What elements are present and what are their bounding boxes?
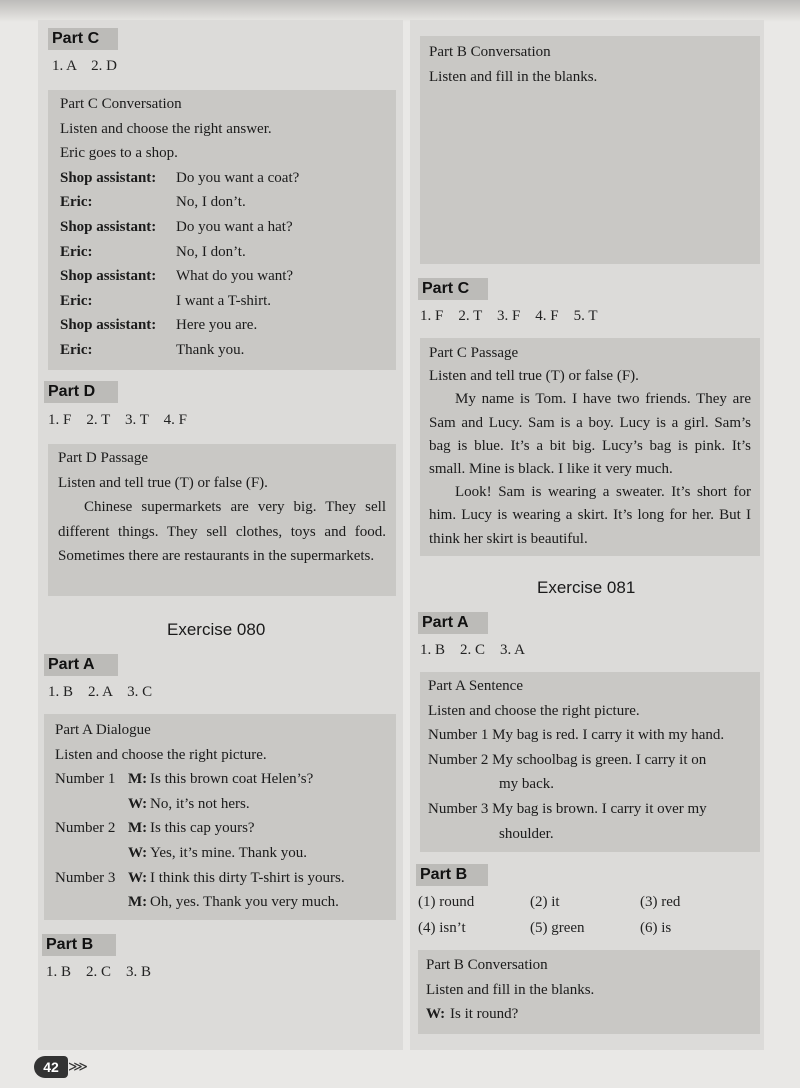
speaker: M:	[128, 771, 148, 788]
exercise-080-title: Exercise 080	[167, 620, 266, 639]
sentence-line: shoulder.	[499, 825, 554, 842]
utterance: Here you are.	[176, 317, 258, 334]
part-c-passage-box	[420, 338, 760, 556]
speaker: Eric:	[60, 292, 93, 309]
fill-answer: (6) is	[640, 920, 672, 936]
part-d-answers: 1. F 2. T 3. T 4. F	[48, 412, 187, 428]
page-number-ornament-icon: ⋙	[68, 1059, 88, 1075]
box-title: Part C Conversation	[60, 96, 182, 112]
dialogue-line	[60, 240, 396, 265]
number-label: Number 1	[55, 771, 116, 788]
part-d-header: Part D	[44, 381, 118, 403]
page-top-edge	[0, 0, 800, 22]
dialogue-line	[55, 841, 396, 866]
speaker: Shop assistant:	[60, 169, 157, 186]
dialogue-line	[429, 138, 760, 163]
number-label: Number 3	[55, 869, 116, 886]
part-a-header: Part A	[44, 654, 118, 676]
speaker: W:	[128, 869, 148, 886]
speaker: Shop assistant:	[60, 218, 157, 235]
utterance: No, it’s not hers.	[150, 795, 250, 812]
exercise-081-title: Exercise 081	[537, 578, 636, 597]
dialogue-line	[55, 816, 396, 841]
box-instruction: Listen and choose the right picture.	[55, 746, 267, 763]
utterance: What do you want?	[176, 268, 294, 285]
box-instruction: Listen and choose the right picture.	[428, 702, 640, 719]
dialogue-line	[429, 114, 760, 139]
page-number: 42	[34, 1056, 68, 1078]
dialogue-line	[429, 163, 760, 188]
part-a-sentence-box	[420, 672, 760, 852]
dialogue-line	[60, 166, 396, 191]
utterance: Do you want a hat?	[176, 218, 293, 235]
speaker: M:	[128, 820, 148, 837]
dialogue-line	[60, 215, 396, 240]
dialogue-line	[429, 188, 760, 213]
speaker: Eric:	[60, 243, 93, 260]
box-instruction: Listen and choose the right answer.	[60, 120, 272, 137]
fill-answer: (2) it	[530, 894, 560, 910]
utterance: No, I don’t.	[176, 243, 246, 260]
fill-answer: (1) round	[418, 894, 475, 910]
speaker: W:	[426, 1006, 446, 1023]
part-a-dialogue-box	[44, 714, 396, 920]
dialogue-line	[426, 1002, 760, 1027]
dialogue-line	[429, 89, 760, 114]
utterance: Yes, it’s mine. Thank you.	[150, 844, 307, 861]
part-a-answers-right: 1. B 2. C 3. A	[420, 642, 526, 658]
speaker: Eric:	[60, 341, 93, 358]
dialogue-line	[429, 237, 760, 262]
box-instruction: Listen and tell true (T) or false (F).	[58, 474, 268, 491]
fill-answer: (3) red	[640, 894, 681, 910]
part-c-header-right: Part C	[418, 278, 488, 300]
part-a-header-right: Part A	[418, 612, 488, 634]
passage-text: Chinese supermarkets are very big. They sell different things. They sell clothes, toys and food. Sometimes there are restaurants in the supermarkets.	[58, 499, 386, 565]
part-b-header-right: Part B	[416, 864, 488, 886]
number-label: Number 2	[55, 820, 116, 837]
part-d-passage-box	[48, 444, 396, 596]
box-intro: Eric goes to a shop.	[60, 145, 178, 162]
utterance: No, I don’t.	[176, 194, 246, 211]
dialogue-line	[60, 289, 396, 314]
speaker: M:	[128, 894, 148, 911]
sentence-line: my back.	[499, 776, 554, 793]
box-title: Part A Sentence	[428, 678, 523, 694]
dialogue-line	[60, 190, 396, 215]
passage-paragraph: Look! Sam is wearing a sweater. It’s short for him. Lucy is wearing a skirt. It’s long for her. But I think her skirt is beautiful.	[429, 484, 751, 547]
part-b-fill-box	[418, 950, 760, 1034]
part-c-answers: 1. A 2. D	[52, 58, 118, 74]
dialogue-line	[55, 792, 396, 817]
speaker: W:	[128, 795, 148, 812]
sentence-line: Number 2 My schoolbag is green. I carry it on	[428, 751, 707, 768]
speaker: Shop assistant:	[60, 317, 157, 334]
box-title: Part B Conversation	[426, 957, 548, 973]
utterance: Is this cap yours?	[150, 820, 255, 837]
sentence-line: Number 1 My bag is red. I carry it with my hand.	[428, 727, 725, 744]
utterance: Is it round?	[450, 1006, 519, 1023]
part-b-header: Part B	[42, 934, 116, 956]
part-a-answers: 1. B 2. A 3. C	[48, 684, 153, 700]
utterance: Is this brown coat Helen’s?	[150, 771, 314, 788]
box-instruction: Listen and tell true (T) or false (F).	[429, 368, 639, 385]
dialogue-line	[60, 338, 396, 363]
speaker: Shop assistant:	[60, 268, 157, 285]
speaker: Eric:	[60, 194, 93, 211]
dialogue-line	[60, 313, 396, 338]
utterance: Oh, yes. Thank you very much.	[150, 894, 339, 911]
part-c-conversation-box	[48, 90, 396, 370]
speaker: W:	[128, 844, 148, 861]
box-title: Part B Conversation	[429, 44, 551, 60]
box-title: Part C Passage	[429, 345, 519, 361]
part-b-answers: 1. B 2. C 3. B	[46, 964, 152, 980]
utterance: Do you want a coat?	[176, 169, 300, 186]
box-title: Part D Passage	[58, 450, 148, 466]
dialogue-line	[55, 866, 396, 891]
dialogue-line	[55, 890, 396, 915]
dialogue-line	[60, 264, 396, 289]
sentence-line: Number 3 My bag is brown. I carry it over my	[428, 800, 707, 817]
fill-answer: (5) green	[530, 920, 585, 936]
box-instruction: Listen and fill in the blanks.	[429, 68, 598, 85]
utterance: I want a T-shirt.	[176, 292, 271, 309]
dialogue-line	[55, 767, 396, 792]
box-instruction: Listen and fill in the blanks.	[426, 981, 595, 998]
utterance: Thank you.	[176, 341, 245, 358]
box-title: Part A Dialogue	[55, 722, 151, 738]
passage-paragraph: My name is Tom. I have two friends. They are Sam and Lucy. Sam is a boy. Lucy is a girl. Sam’s bag is blue. It’s a bit big. Lucy’s bag is pink. It’s small. Mine is black. I like it very much.	[429, 391, 751, 478]
part-b-conversation-box	[420, 36, 760, 264]
part-c-answers-right: 1. F 2. T 3. F 4. F 5. T	[420, 308, 598, 324]
dialogue-line	[429, 212, 760, 237]
fill-answer: (4) isn’t	[418, 920, 466, 936]
utterance: I think this dirty T-shirt is yours.	[150, 869, 345, 886]
part-c-header: Part C	[48, 28, 118, 50]
